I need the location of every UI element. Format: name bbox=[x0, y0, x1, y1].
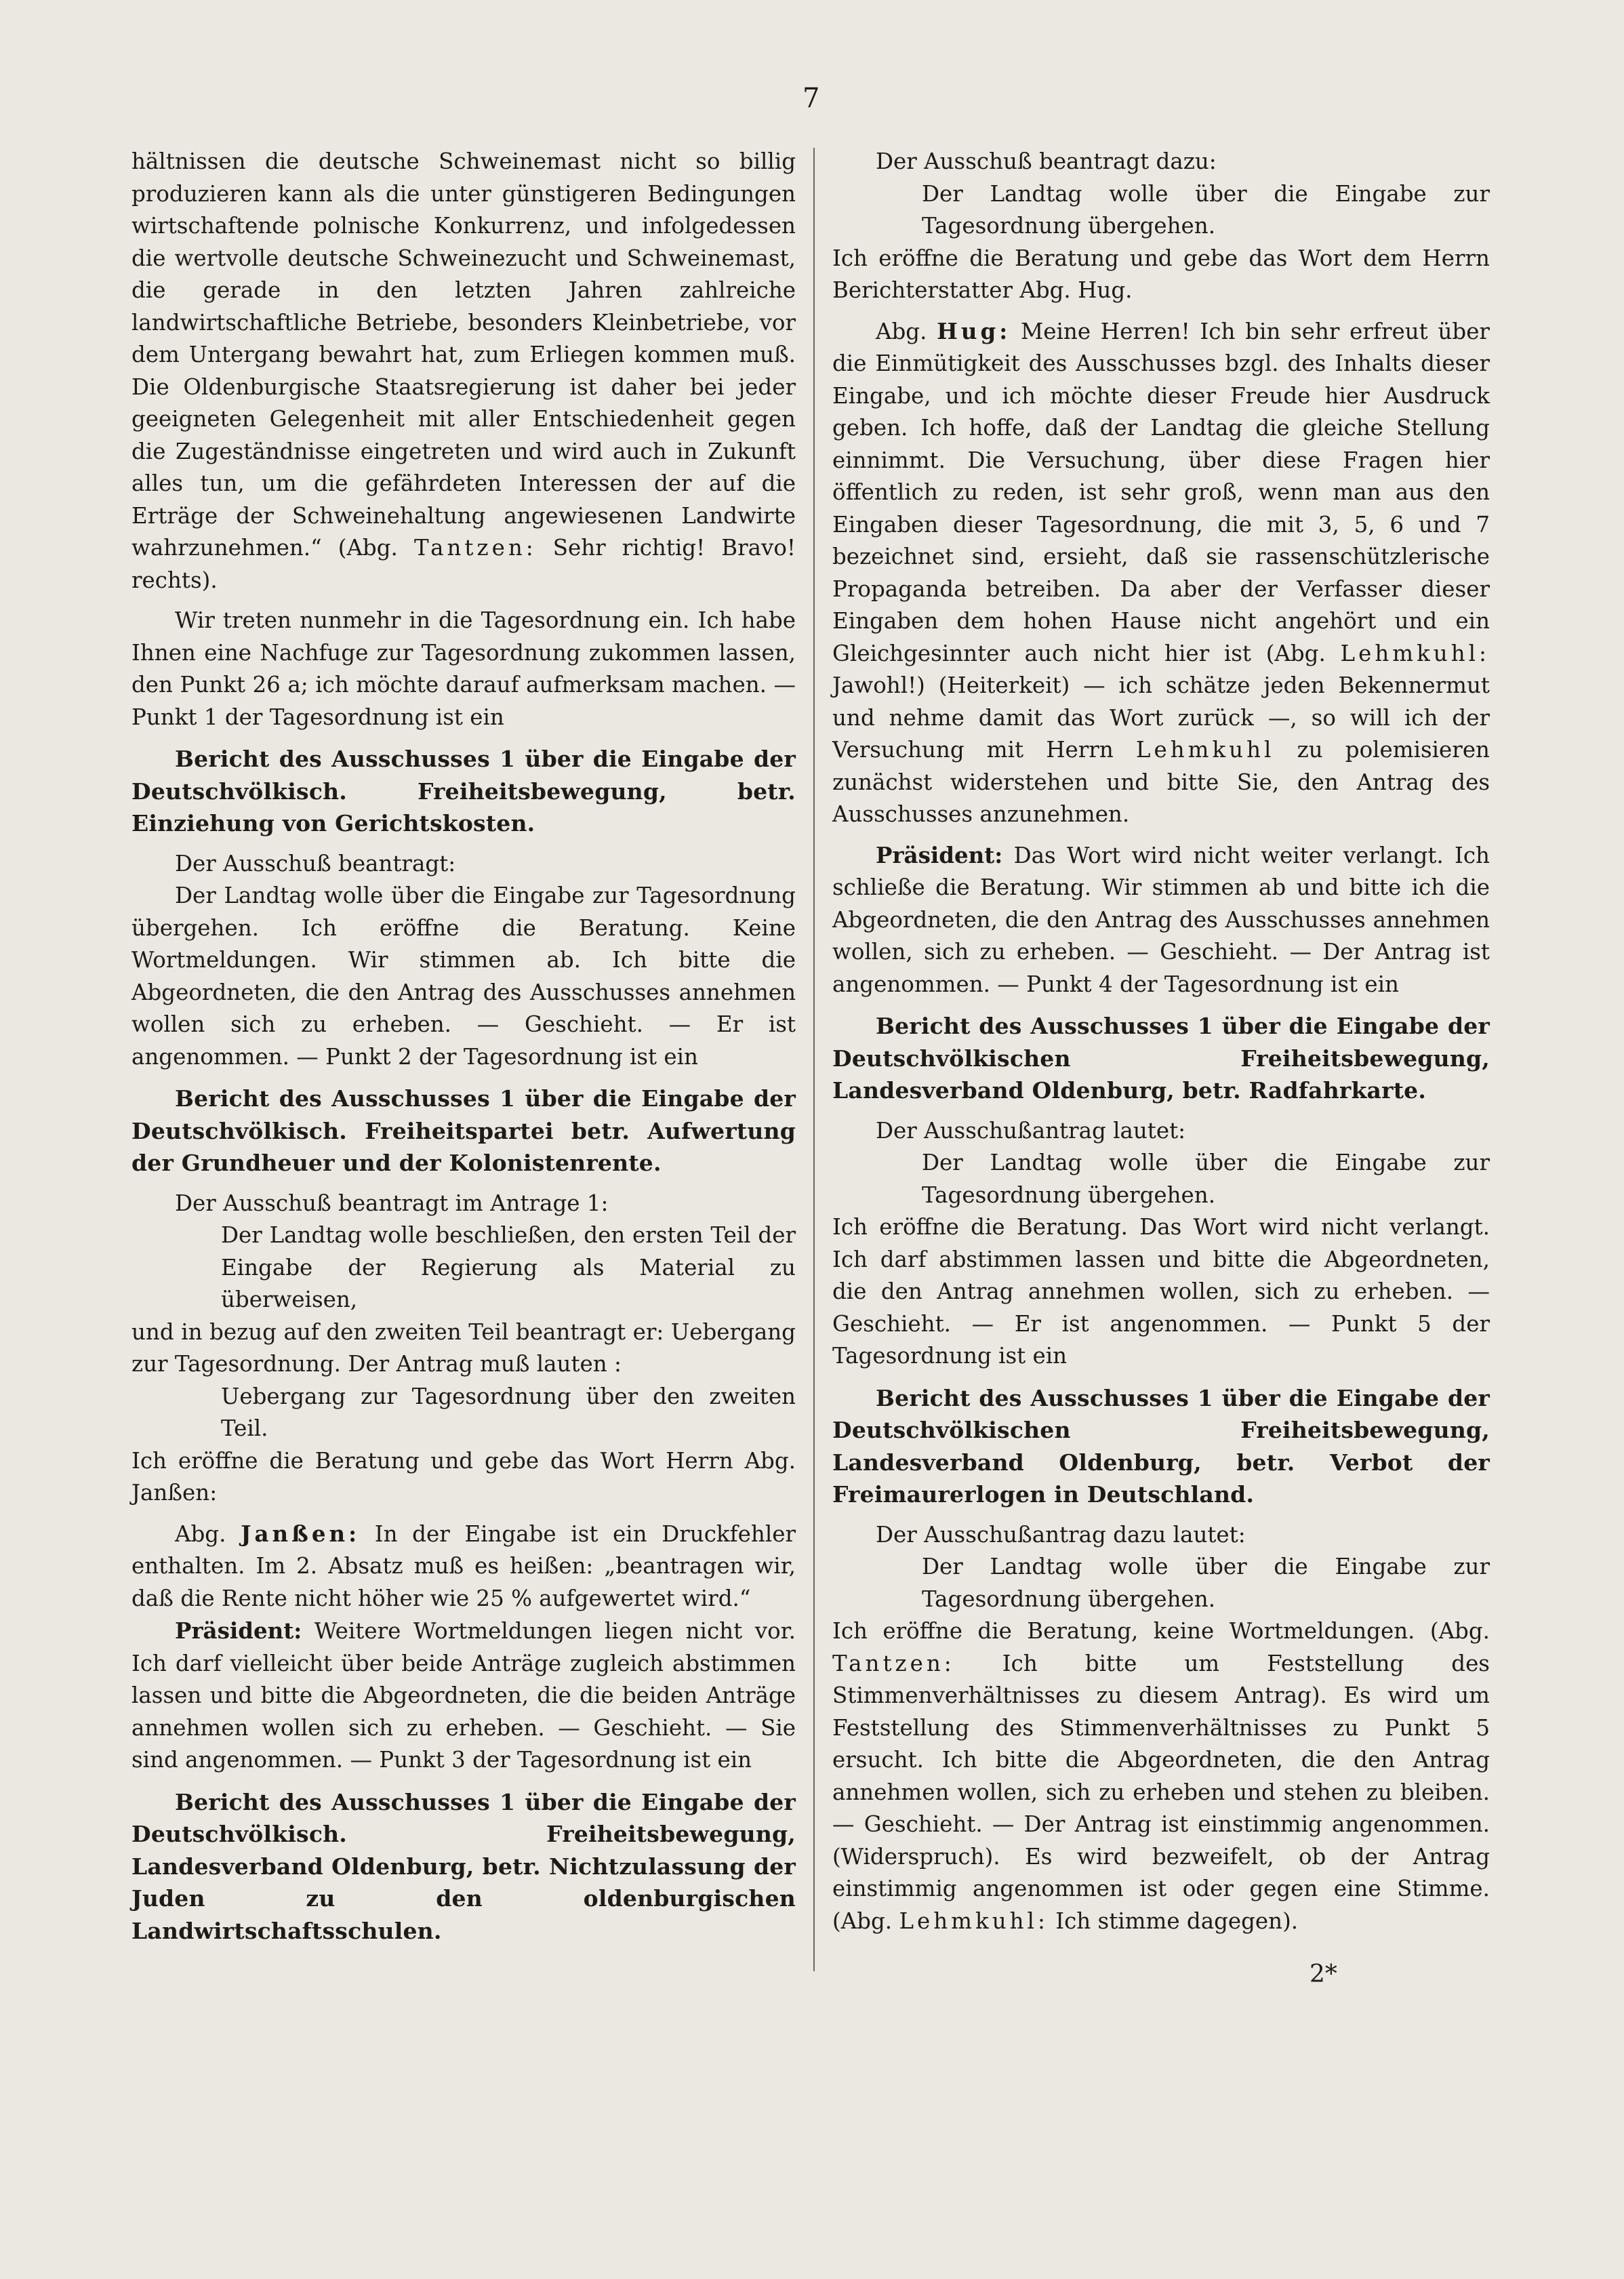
motion-text: Der Landtag wolle über die Eingabe zur Tagesordnung übergehen. bbox=[922, 180, 1490, 239]
paragraph: Der Ausschußantrag dazu lautet: bbox=[876, 1521, 1246, 1548]
motion-text: Der Landtag wolle beschließen, den ersten Teil der Eingabe der Regierung als Material zu überweisen, bbox=[221, 1222, 796, 1312]
speaker-name: Tantzen: bbox=[413, 535, 537, 561]
signature-mark: 2* bbox=[1310, 1960, 1337, 1988]
speaker-name: Tantzen: bbox=[832, 1650, 955, 1676]
paragraph: Der Ausschußantrag lautet: bbox=[876, 1117, 1186, 1144]
speech-text: Jawohl!) (Heiterkeit) — ich schätze jeden Bekennermut und nehme damit das Wort zurück —, so will ich der Versuchung mit Herrn bbox=[832, 672, 1490, 763]
motion-text: Uebergang zur Tagesordnung über den zweiten Teil. bbox=[221, 1383, 796, 1441]
paragraph-text: Sehr richtig! Bravo! rechts). bbox=[131, 535, 796, 593]
motion-text: Der Landtag wolle über die Eingabe zur Tagesordnung übergehen. Ich eröffne die Beratung. Keine Wortmeldungen. Wir stimmen ab. Ich bitte die Abgeordneten, die den Antrag des Ausschusses annehmen wollen sich zu erheben. — Geschieht. — Er ist angenommen. — Punkt 2 der Tagesordnung ist ein bbox=[131, 883, 796, 1070]
speaker-prefix: Abg. bbox=[876, 318, 927, 344]
paragraph: Der Ausschuß beantragt: bbox=[175, 850, 456, 876]
paragraph bbox=[131, 146, 796, 597]
paragraph: Wir treten nunmehr in die Tagesordnung ein. Ich habe Ihnen eine Nachfuge zur Tagesordnung zukommen lassen, den Punkt 26 a; ich möchte darauf aufmerksam machen. — Punkt 1 der Tagesordnung ist ein bbox=[131, 607, 796, 730]
speech bbox=[131, 1518, 796, 1615]
speaker-name: Lehmkuhl: bbox=[1340, 640, 1490, 666]
speaker-name: Hug: bbox=[937, 317, 1011, 344]
paragraph: Ich eröffne die Beratung. Das Wort wird nicht verlangt. Ich darf abstimmen lassen und bitte die Abgeordneten, die den Antrag annehmen wollen, sich zu erheben. — Geschieht. — Er ist angenommen. — Punkt 5 der Tagesordnung ist ein bbox=[832, 1214, 1490, 1369]
paragraph-text: hältnissen die deutsche Schweinemast nicht so billig produzieren kann als die unter günstigeren Bedingungen wirtschaftende polnische Konkurrenz, und infolgedessen die wertvolle deutsche Schweinezucht und Schweinemast, die gerade in den letzten Jahren zahlreiche landwirtschaftliche Betriebe, besonders Kleinbetriebe, vor dem Untergang bewahrt hat, zum Erliegen kommen muß. Die Oldenburgische Staatsregierung ist daher bei jeder geeigneten Gelegenheit mit aller Entschiedenheit gegen die Zugeständnisse eingetreten und wird auch in Zukunft alles tun, um die gefährdeten Interessen der auf die Erträge der Schweinehaltung angewiesenen Landwirte wahrzunehmen.“ (Abg. bbox=[131, 148, 796, 561]
speaker-name: Lehmkuhl bbox=[1135, 737, 1275, 763]
speech bbox=[832, 839, 1490, 1001]
speaker-name: Präsident: bbox=[876, 841, 1003, 868]
left-column bbox=[131, 146, 796, 1955]
speaker-name: Lehmkuhl: bbox=[899, 1908, 1049, 1934]
speech-text: In der Eingabe ist ein Druckfehler enthalten. Im 2. Absatz muß es heißen: „beantragen wir, daß die Rente nicht höher wie 25 % aufgewertet wird.“ bbox=[131, 1520, 796, 1611]
paragraph: Ich eröffne die Beratung und gebe das Wort Herrn Abg. Janßen: bbox=[131, 1447, 796, 1506]
paragraph bbox=[832, 1615, 1490, 1937]
agenda-heading: Bericht des Ausschusses 1 über die Eingabe der Deutschvölkisch. Freiheitsbewegung, Landesverband Oldenburg, betr. Nichtzulassung der Juden zu den oldenburgischen Landwirtschaftsschulen. bbox=[131, 1788, 796, 1944]
agenda-heading: Bericht des Ausschusses 1 über die Eingabe der Deutschvölkischen Freiheitsbewegung, Landesverband Oldenburg, betr. Radfahrkarte. bbox=[832, 1013, 1490, 1104]
agenda-heading: Bericht des Ausschusses 1 über die Eingabe der Deutschvölkisch. Freiheitsbewegung, betr. Einziehung von Gerichtskosten. bbox=[131, 746, 796, 836]
paragraph: Der Ausschuß beantragt dazu: bbox=[876, 148, 1217, 174]
paragraph-text: Ich eröffne die Beratung, keine Wortmeldungen. (Abg. bbox=[832, 1618, 1490, 1644]
paragraph: Der Ausschuß beantragt im Antrage 1: bbox=[175, 1190, 609, 1216]
speaker-name: Präsident: bbox=[175, 1617, 302, 1644]
column-divider bbox=[813, 148, 815, 1971]
speech-text: Das Wort wird nicht weiter verlangt. Ich schließe die Beratung. Wir stimmen ab und bitte ich die Abgeordneten, die den Antrag des Ausschusses annehmen wollen, sich zu erheben. — Geschieht. — Der Antrag ist angenommen. — Punkt 4 der Tagesordnung ist ein bbox=[832, 842, 1490, 997]
speech bbox=[131, 1615, 796, 1777]
speech-text: zu polemisieren zunächst widerstehen und bitte Sie, den Antrag des Ausschusses anzunehmen. bbox=[832, 737, 1490, 827]
paragraph: und in bezug auf den zweiten Teil beantragt er: Uebergang zur Tagesordnung. Der Antrag muß lauten : bbox=[131, 1318, 796, 1377]
speaker-prefix: Abg. bbox=[175, 1520, 226, 1547]
paragraph: Ich eröffne die Beratung und gebe das Wort dem Herrn Berichterstatter Abg. Hug. bbox=[832, 245, 1490, 303]
agenda-heading: Bericht des Ausschusses 1 über die Eingabe der Deutschvölkisch. Freiheitspartei betr. Aufwertung der Grundheuer und der Kolonistenrente. bbox=[131, 1085, 796, 1176]
page-number: 7 bbox=[803, 83, 820, 114]
agenda-heading: Bericht des Ausschusses 1 über die Eingabe der Deutschvölkischen Freiheitsbewegung, Landesverband Oldenburg, betr. Verbot der Freimaurerlogen in Deutschland. bbox=[832, 1384, 1490, 1508]
paragraph-text: Ich bitte um Feststellung des Stimmenverhältnisses zu diesem Antrag). Es wird um Feststellung des Stimmenverhältnisses zu Punkt 5 ersucht. Ich bitte die Abgeordneten, die den Antrag annehmen wollen, sich zu erheben und stehen zu bleiben. — Geschieht. — Der Antrag ist einstimmig angenommen. (Widerspruch). Es wird bezweifelt, ob der Antrag einstimmig angenommen ist oder gegen eine Stimme. (Abg. bbox=[832, 1650, 1490, 1934]
speech bbox=[832, 315, 1490, 831]
right-column bbox=[832, 146, 1490, 1937]
speech-text: Weitere Wortmeldungen liegen nicht vor. Ich darf vielleicht über beide Anträge zugleich abstimmen lassen und bitte die Abgeordneten, die die beiden Anträge annehmen wollen sich zu erheben. — Geschieht. — Sie sind angenommen. — Punkt 3 der Tagesordnung ist ein bbox=[131, 1618, 796, 1773]
motion-text: Der Landtag wolle über die Eingabe zur Tagesordnung übergehen. bbox=[922, 1554, 1490, 1612]
paragraph-text: Ich stimme dagegen). bbox=[1055, 1908, 1299, 1934]
speech-text: Meine Herren! Ich bin sehr erfreut über die Einmütigkeit des Ausschusses bzgl. des Inhalts dieser Eingabe, und ich möchte dieser Freude hier Ausdruck geben. Ich hoffe, daß der Landtag die gleiche Stellung einnimmt. Die Versuchung, über diese Fragen hier öffentlich zu reden, ist sehr groß, wenn man aus den Eingaben dieser Tagesordnung, die mit 3, 5, 6 und 7 bezeichnet sind, ersieht, daß sie rassenschützlerische Propaganda betreiben. Da aber der Verfasser dieser Eingaben dem hohen Hause nicht angehört und ein Gleichgesinnter auch nicht hier ist (Abg. bbox=[832, 318, 1490, 666]
motion-text: Der Landtag wolle über die Eingabe zur Tagesordnung übergehen. bbox=[922, 1150, 1490, 1208]
speaker-name: Janßen: bbox=[241, 1520, 361, 1547]
